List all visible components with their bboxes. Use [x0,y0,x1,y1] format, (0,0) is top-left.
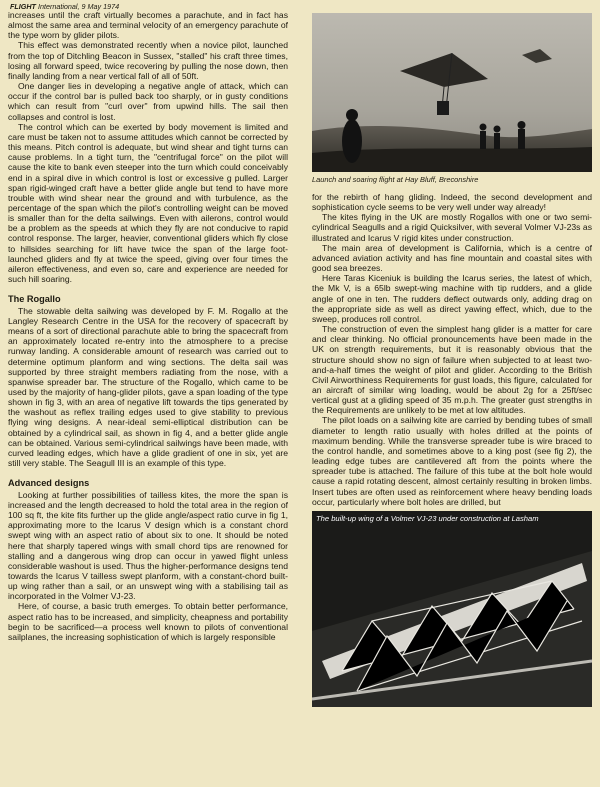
paragraph: The control which can be exerted by body movement is limited and care must be taken not to assume attitudes which cannot be corrected by this means. Pitch control is adequate, but wind shear and tight turns can cause problems. In a tight turn, the "centrifugal force" on the pilot will cause the kite to bank even steeper into the turn which could conceivably end in a spiral dive in which control is lost or excessive g pulled. Larger span rigid-winged craft have a better glide angle but tend to have more trouble with wind shear near the ground and with turbulence, as the percentage of the span which the pilot's controlling weight can be moved is smaller than for the delta sailwings. Even with ailerons, control would be a problem as the speeds at which they fly are not conducive to rapid control response. The larger, heavier, conventional gliders which fly close to hillsides searching for lift have twice the span of the large foot-launched gliders and fly at twice the speed, giving over four times the aileron effectiveness, and even so, care and experience are needed for such hill soaring. [8,121,288,285]
left-column [8,10,288,785]
photo-caption: The built-up wing of a Volmer VJ-23 under construction at Lasham [316,513,539,523]
paragraph: The kites flying in the UK are mostly Rogallos with one or two semi-cylindrical Seagulls and a rigid Quicksilver, with several Volmer VJ-23s as illustrated and Icarus V rigid kites under construction. [312,212,592,243]
paragraph: One danger lies in developing a negative angle of attack, which can occur if the control bar is pulled back too sharply, or in gusty conditions which can result from "curl over" from upwind hills. The sail then collapses and control is lost. [8,81,288,122]
paragraph: increases until the craft virtually becomes a parachute, and in fact has almost the same area and terminal velocity of an emergency parachute of the type worn by glider pilots. [8,10,288,41]
paragraph: The pilot loads on a sailwing kite are carried by bending tubes of small diameter to length ratio usually with holes drilled at the points of maximum bending. While the transverse spreader tube is wire braced to the control handle, and sometimes above to a king post (see fig 2), the leading edge tubes are cantilevered aft from the points where the spreader tube is attached. The failure of this tube at the bolt hole would cause a rapid rotating descent, almost certainly resulting in broken limbs. Insert tubes are often used as reinforcement where heavy bending loads occur, particularly where bolt holes are drilled, but [312,415,592,507]
right-column [312,10,592,785]
publication-name: FLIGHT [10,2,36,11]
paragraph: The stowable delta sailwing was developed by F. M. Rogallo at the Langley Research Centre in the USA for the recovery of spacecraft by means of a sort of directional parachute able to bring the spacecraft from an approximately located re-entry into the atmosphere to a precise runway landing. A considerable amount of research was carried out to determine optimum planform and wing sections. The delta sail was supported by three straight members radiating from the nose, with a spanwise spreader bar. The structure of the Rogallo, which came to be used by the majority of hang-glider pilots, gave a span loading of the type shown in fig 3, with an area of negative lift towards the tips generated by the washout as reflex trailing edges used to give stability to previous flying wing designs. A near-ideal semi-elliptical distribution can be obtained by a cylindrical sail, as shown in fig 4, and a better glide angle can be obtained. Various semi-cylindrical sailwings have been made, with curved leading edges, which have a glide gradient of one in six, yet are still very stable. The Seagull III is an example of this type. [8,305,288,469]
paragraph: Here, of course, a basic truth emerges. To obtain better performance, aspect ratio has to be increased, and simplicity, cheapness and portability begin to be sacrificed—a process well known to pilots of conventional sailplanes, the increasing sophistication of which is largely responsible [8,601,288,642]
paragraph: This effect was demonstrated recently when a novice pilot, launched from the top of Ditchling Beacon in Sussex, "stalled" his craft three times, losing all forward speed, twice recovering by pulling the nose down, then finally landing from a near vertical fall of all of 50ft. [8,40,288,81]
hay-bluff-photo [312,13,592,172]
photo-caption: Launch and soaring flight at Hay Bluff, Breconshire [312,175,479,184]
issue-date: International, 9 May 1974 [35,2,120,11]
section-heading-advanced-designs: Advanced designs [8,478,90,489]
section-heading-rogallo: The Rogallo [8,294,61,305]
volmer-wing-photo [312,511,592,707]
paragraph: Looking at further possibilities of tailless kites, the more the span is increased and the length decreased to hold the total area in the region of 100 sq ft, the kite fits further up the glide angle/aspect ratio curve in fig 1, approximating more to the Icarus V design which is a constant chord swept wing with an aspect ratio of about six to one. It should be noted here that sharply tapered wings with small chord tips are renowned for stalling and a dangerous wing drop can occur in yawed flight unless considerable washout is used. Thus the higher-performance designs tend towards the Icarus V tailless swept planform, with a constant-chord built-up wing rather than a sail, or an unswept wing with a stabilising tail as incorporated in the Volmer VJ-23. [8,489,288,602]
paragraph: The main area of development is California, which is a centre of advanced aviation activity and has fine mountain and coastal sites with good sea breezes. [312,242,592,274]
paragraph: for the rebirth of hang gliding. Indeed, the second development and sophistication cycle seems to be very well under way already! [312,192,592,213]
paragraph: Here Taras Kiceniuk is building the Icarus series, the latest of which, the Mk V, is a 65lb swept-wing machine with tip rudders, and a glide angle of one in ten. The rudders deflect outwards only, adding drag on the appropriate side as well as direct yawing effect, which, due to the sweep, produces roll control. [312,273,592,324]
paragraph: The construction of even the simplest hang glider is a matter for care and clear thinking. No official pronouncements have been made in the UK on strength requirements, but it is reasonably obvious that the structure should show no sign of failure when subjected to at least two-and-a-half times the weight of pilot and glider. According to the British Civil Airworthiness Requirements for gust loads, this figure, calculated for an aircraft of similar wing loading, would be about 2g for a 25ft/sec vertical gust at a gliding speed of 35 m.p.h. The greater gust strengths in the Requirements are unlikely to be met at low altitudes. [312,324,592,416]
